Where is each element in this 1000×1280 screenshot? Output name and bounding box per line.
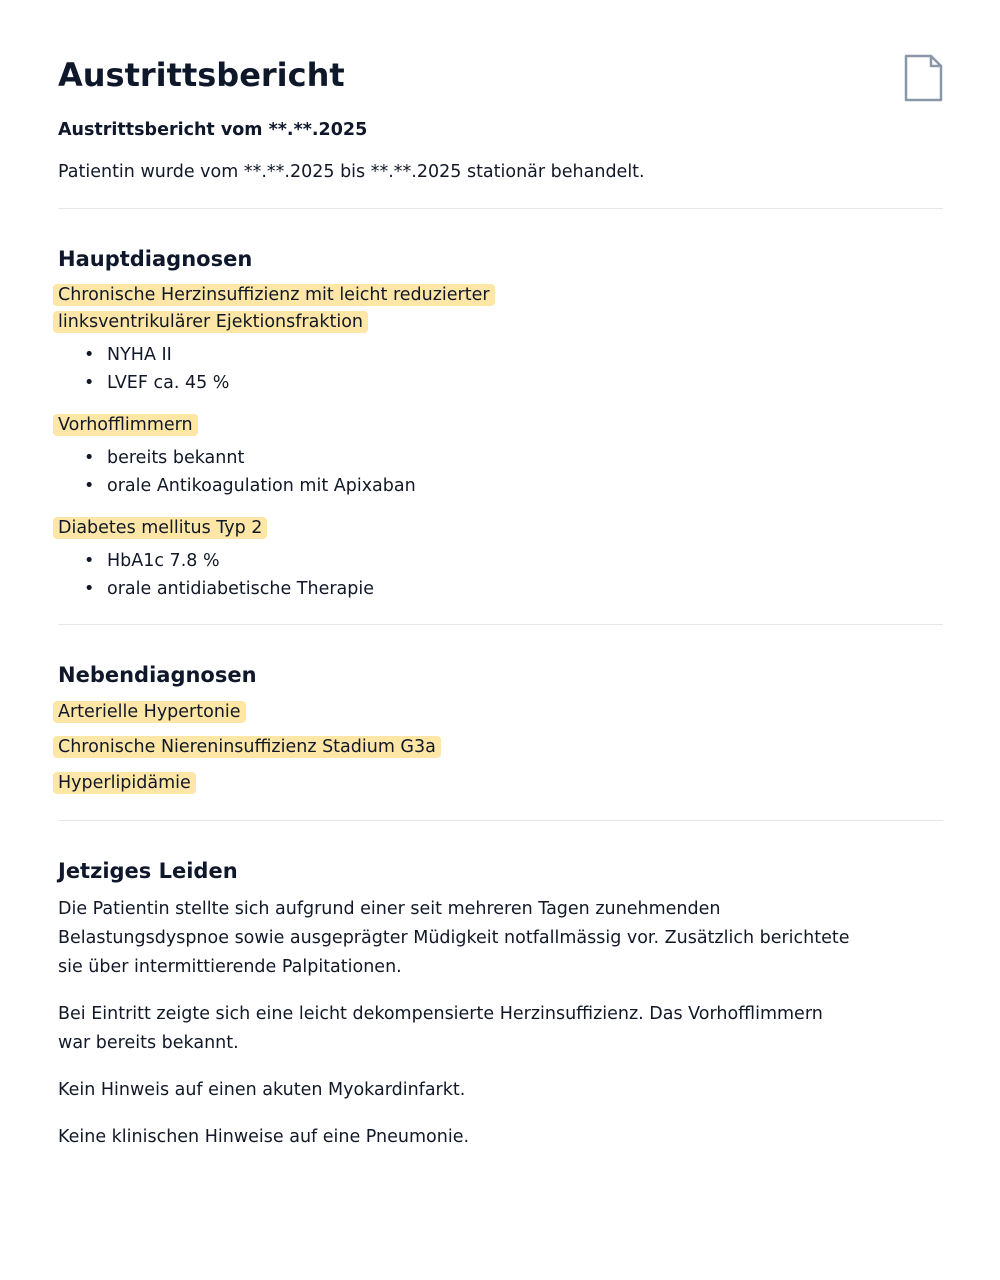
section-heading-hauptdiagnosen: Hauptdiagnosen: [58, 247, 253, 271]
divider: [58, 208, 943, 209]
list-item: • orale antidiabetische Therapie: [84, 575, 374, 603]
page-title: Austrittsbericht: [58, 56, 345, 94]
paragraph: Bei Eintritt zeigte sich eine leicht dekompensierte Herzinsuffizienz. Das Vorhofflimmern war bereits bekannt.: [58, 1004, 823, 1053]
intro-text: Patientin wurde vom **.**.2025 bis **.**.2025 stationär behandelt.: [58, 162, 645, 182]
secondary-diagnosis-label: Hyperlipidämie: [53, 770, 196, 797]
section-heading-jetziges-leiden: Jetziges Leiden: [58, 859, 238, 883]
document-icon[interactable]: [904, 54, 943, 102]
list-item: • NYHA II: [84, 341, 229, 369]
list-item: • LVEF ca. 45 %: [84, 369, 229, 397]
paragraph: Keine klinischen Hinweise auf eine Pneumonie.: [58, 1127, 470, 1147]
secondary-diagnosis-label: Arterielle Hypertonie: [53, 699, 246, 726]
diagnosis-details: [84, 341, 229, 397]
list-item: • HbA1c 7.8 %: [84, 547, 374, 575]
paragraph: Kein Hinweis auf einen akuten Myokardinfarkt.: [58, 1080, 466, 1100]
list-item: • bereits bekannt: [84, 444, 416, 472]
diagnosis-details: [84, 444, 416, 500]
report-subtitle: Austrittsbericht vom **.**.2025: [58, 120, 368, 140]
diagnosis-label: Chronische Herzinsuffizienz mit leicht reduzierter linksventrikulärer Ejektionsfraktion: [53, 282, 543, 336]
section-heading-nebendiagnosen: Nebendiagnosen: [58, 663, 257, 687]
list-item: • orale Antikoagulation mit Apixaban: [84, 472, 416, 500]
secondary-diagnosis-label: Chronische Niereninsuffizienz Stadium G3a: [53, 734, 441, 761]
diagnosis-details: [84, 547, 374, 603]
paragraph: Die Patientin stellte sich aufgrund einer seit mehreren Tagen zunehmenden Belastungsdyspnoe sowie ausgeprägter Müdigkeit notfallmässig vor. Zusätzlich berichtete sie über intermittierende Palpitationen.: [58, 899, 850, 977]
divider: [58, 820, 943, 821]
diagnosis-label: Diabetes mellitus Typ 2: [53, 515, 267, 542]
divider: [58, 624, 943, 625]
diagnosis-label: Vorhofflimmern: [53, 412, 198, 439]
